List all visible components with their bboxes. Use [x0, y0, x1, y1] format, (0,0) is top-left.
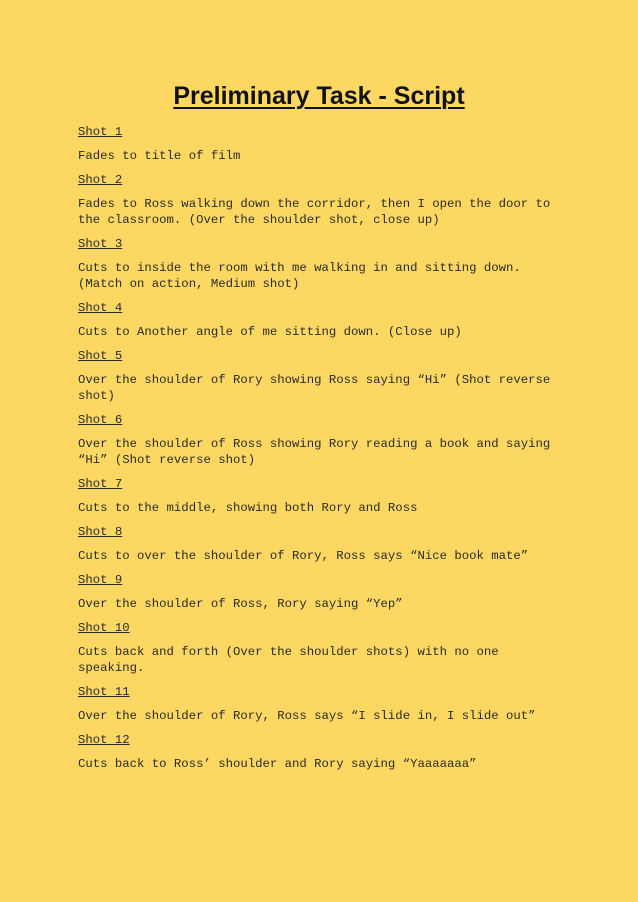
shot-heading: Shot 6: [78, 413, 123, 427]
shot-heading: Shot 3: [78, 237, 123, 251]
shot-heading: Shot 10: [78, 621, 130, 635]
shot-heading: Shot 9: [78, 573, 123, 587]
shot-description: Cuts to over the shoulder of Rory, Ross says “Nice book mate”: [78, 549, 529, 563]
shot-description: Cuts back to Ross’ shoulder and Rory saying “Yaaaaaaa”: [78, 757, 477, 771]
shot-entry: [78, 300, 558, 340]
shot-description: Over the shoulder of Rory, Ross says “I slide in, I slide out”: [78, 709, 536, 723]
shot-description: Over the shoulder of Rory showing Ross saying “Hi” (Shot reverse shot): [78, 373, 551, 403]
shot-entry: [78, 348, 558, 404]
shot-description: Cuts to the middle, showing both Rory and Ross: [78, 501, 418, 515]
shot-heading: Shot 11: [78, 685, 130, 699]
shot-entry: [78, 524, 558, 564]
shot-description: Over the shoulder of Ross, Rory saying “Yep”: [78, 597, 403, 611]
shot-entry: [78, 124, 558, 164]
shot-description: Cuts to inside the room with me walking in and sitting down. (Match on action, Medium shot): [78, 261, 521, 291]
shot-heading: Shot 4: [78, 301, 123, 315]
script-body: [78, 124, 558, 780]
shot-description: Cuts back and forth (Over the shoulder shots) with no one speaking.: [78, 645, 499, 675]
shot-entry: [78, 476, 558, 516]
shot-entry: [78, 236, 558, 292]
shot-description: Over the shoulder of Ross showing Rory reading a book and saying “Hi” (Shot reverse shot): [78, 437, 551, 467]
shot-heading: Shot 1: [78, 125, 123, 139]
document-title: Preliminary Task - Script: [173, 82, 465, 110]
shot-heading: Shot 5: [78, 349, 123, 363]
shot-description: Fades to title of film: [78, 149, 241, 163]
shot-heading: Shot 7: [78, 477, 123, 491]
shot-entry: [78, 572, 558, 612]
shot-entry: [78, 620, 558, 676]
shot-description: Fades to Ross walking down the corridor, then I open the door to the classroom. (Over the shoulder shot, close up): [78, 197, 551, 227]
shot-heading: Shot 2: [78, 173, 123, 187]
shot-heading: Shot 12: [78, 733, 130, 747]
shot-heading: Shot 8: [78, 525, 123, 539]
shot-entry: [78, 732, 558, 772]
shot-description: Cuts to Another angle of me sitting down. (Close up): [78, 325, 462, 339]
shot-entry: [78, 684, 558, 724]
shot-entry: [78, 172, 558, 228]
shot-entry: [78, 412, 558, 468]
